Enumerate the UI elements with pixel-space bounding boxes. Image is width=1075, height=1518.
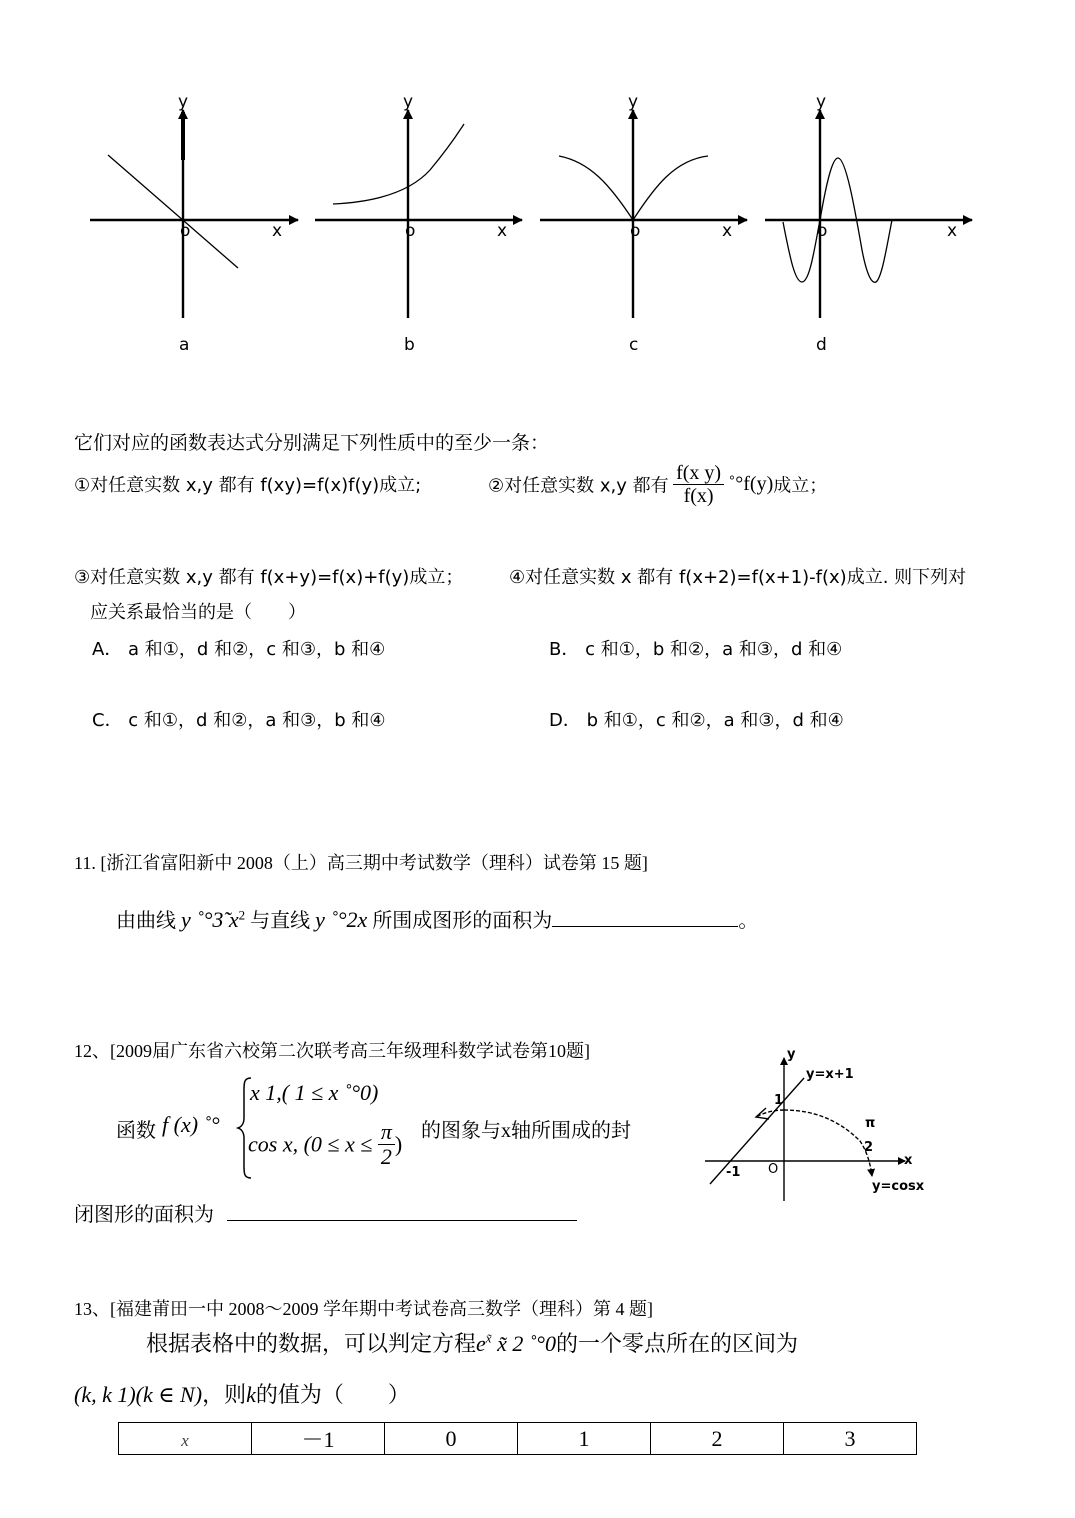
graph-d-o: o (817, 221, 828, 241)
q10-option-a: A． a 和①，d 和②，c 和③，b 和④ (92, 639, 386, 660)
q12-fig-neg1: -1 (726, 1165, 741, 1180)
q11-mid: 与直线 (250, 910, 311, 932)
q12-case-2-num: π (378, 1120, 395, 1145)
q12-fig-o: O (768, 1162, 779, 1177)
q12-line2 (74, 1198, 577, 1227)
q13-line2-b: ，则 (202, 1382, 247, 1407)
q12-figure (700, 1046, 940, 1206)
graph-b-o: o (405, 221, 416, 241)
q12-fig-one: 1 (774, 1093, 784, 1108)
table-cell: 1 (518, 1423, 651, 1455)
q12-function-name: f (x) ˚° (162, 1112, 220, 1137)
graph-c-y: y (628, 92, 639, 112)
graph-d-x: x (947, 221, 958, 241)
q10-option-d: D． b 和①，c 和②，a 和③，d 和④ (549, 710, 844, 731)
table-cell: 2 (651, 1423, 784, 1455)
graph-b (315, 92, 522, 355)
table-row (119, 1423, 917, 1455)
q12-fig-x: x (904, 1153, 913, 1168)
graph-a (90, 92, 298, 355)
q12-fig-cos-label: y=cosx (872, 1179, 925, 1194)
q13-line1 (146, 1327, 798, 1358)
graph-a-x: x (272, 221, 283, 241)
q11-exponent: 2 (238, 907, 246, 923)
q13-line2-c: 的值为（ ） (255, 1382, 410, 1407)
graph-b-x: x (497, 221, 508, 241)
q11-tail: 所围成图形的面积为 (372, 910, 553, 932)
table-cell: 3 (784, 1423, 917, 1455)
q12-tail: 的图象与x轴所围成的封 (421, 1120, 631, 1142)
graph-a-label: a (179, 335, 190, 355)
graph-d (765, 92, 972, 355)
q13-eq-rest: x̃ 2 ˚°0 (491, 1331, 556, 1356)
q12-fig-line-label: y=x+1 (806, 1067, 854, 1082)
q12-fig-y: y (787, 1047, 796, 1062)
q12-case-2-fraction (378, 1120, 395, 1169)
q13-value-table (118, 1422, 917, 1455)
q12-header: 12、[2009届广东省六校第二次联考高三年级理科数学试卷第10题] (74, 1041, 590, 1061)
graph-a-o: o (180, 221, 191, 241)
q13-eq-base: e (476, 1331, 486, 1356)
q10-property-2-denominator: f(x) (683, 485, 714, 507)
q10-intro: 它们对应的函数表达式分别满足下列性质中的至少一条： (74, 433, 550, 454)
graph-d-y: y (816, 92, 827, 112)
q12-line-y-x-plus-1 (710, 1078, 804, 1184)
q11-answer-blank (552, 906, 738, 927)
q13-line1-a: 根据表格中的数据，可以判定方程 (146, 1331, 477, 1356)
q12-answer-blank (227, 1200, 577, 1221)
q10-option-b: B． c 和①，b 和②，a 和③，d 和④ (549, 639, 843, 660)
q12-fig-two: 2 (864, 1140, 874, 1155)
q12-case-1: x 1,( 1 ≤ x ˚°0) (250, 1080, 379, 1105)
q12-case-2-a: cos x, (0 ≤ x ≤ (248, 1131, 373, 1157)
q12-cos-curve (784, 1110, 872, 1176)
graph-d-label: d (816, 335, 827, 355)
graph-c-label: c (629, 335, 639, 355)
graph-c-o: o (630, 221, 641, 241)
q12-case-2-den: 2 (380, 1144, 392, 1170)
q13-line2 (74, 1378, 410, 1409)
graph-c (540, 92, 747, 355)
graph-b-label: b (404, 335, 415, 355)
graph-c-x: x (722, 221, 733, 241)
q13-line1-b: 的一个零点所在的区间为 (555, 1331, 798, 1356)
q11-curve-expression: y ˚°3̃ x (181, 907, 239, 932)
q12-fig-pi: π (865, 1116, 876, 1131)
q10-property-2-lead: ②对任意实数 x,y 都有 (488, 475, 669, 497)
q10-property-3: ③对任意实数 x,y 都有 f(x+y)=f(x)+f(y)成立； (74, 567, 464, 588)
q10-property-2 (488, 462, 827, 507)
q10-property-2-rhs: ˚°f(y) (728, 473, 774, 495)
q10-property-4: ④对任意实数 x 都有 f(x+2)=f(x+1)-f(x)成立. 则下列对 (509, 567, 967, 588)
q12-case-2 (248, 1120, 402, 1169)
q13-interval: (k, k 1)(k ∈ N) (74, 1382, 203, 1407)
table-cell: 0 (385, 1423, 518, 1455)
graph-b-y: y (403, 92, 414, 112)
q10-property-1: ①对任意实数 x,y 都有 f(xy)=f(x)f(y)成立; (74, 475, 422, 496)
q12-case-2-b: ) (394, 1131, 403, 1157)
q11-line-expression: y ˚°2x (315, 907, 368, 932)
q10-property-2-fraction (673, 462, 724, 507)
q13-header: 13、[福建莆田一中 2008～2009 学年期中考试卷高三数学（理科）第 4 题] (74, 1299, 653, 1319)
q11-header: 11. [浙江省富阳新中 2008（上）高三期中考试数学（理科）试卷第 15 题] (74, 853, 648, 873)
graph-b-curve (333, 124, 464, 204)
q10-property-2-numerator: f(x y) (673, 462, 724, 485)
function-graphs (0, 0, 1075, 370)
q11-lead: 由曲线 (116, 910, 176, 932)
graph-a-curve (108, 155, 238, 268)
table-cell-x: x (119, 1423, 252, 1455)
q12-lead: 函数 (116, 1120, 156, 1142)
q10-question: 应关系最恰当的是（ ） (90, 602, 306, 623)
q11-end: 。 (738, 910, 759, 932)
q10-option-c: C． c 和①，d 和②，a 和③，b 和④ (92, 710, 386, 731)
graph-a-y: y (178, 92, 189, 112)
table-cell: －1 (252, 1423, 385, 1455)
q12-line2-text: 闭图形的面积为 (74, 1204, 214, 1226)
q13-k: k (246, 1382, 256, 1407)
q10-property-2-tail: 成立； (773, 475, 828, 497)
q11-body (116, 904, 758, 933)
q13-eq-exponent: x̃ (485, 1330, 492, 1346)
